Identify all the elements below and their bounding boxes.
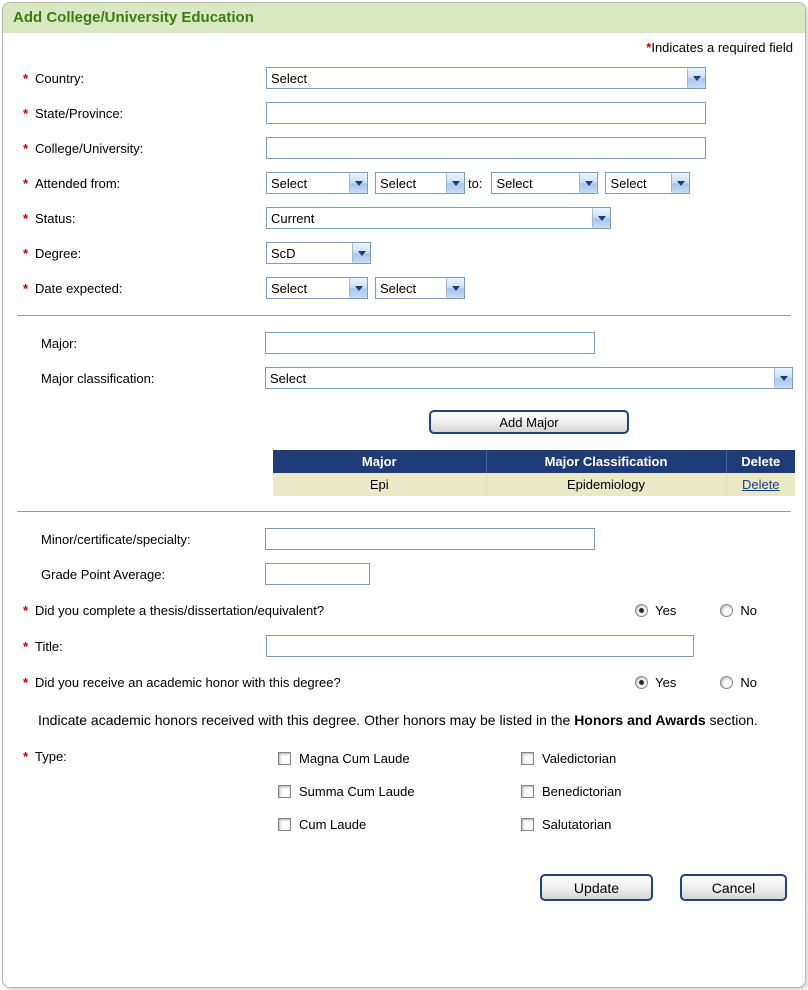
chevron-down-icon	[349, 278, 367, 298]
attended-from-month-select[interactable]	[266, 172, 368, 194]
type-label-wrap	[23, 749, 266, 764]
college-label-wrap	[23, 141, 266, 156]
form-row-title	[3, 634, 805, 658]
add-major-button[interactable]: Add Major	[429, 410, 629, 434]
checkbox-benedictorian[interactable]	[521, 782, 764, 801]
chevron-down-icon	[774, 368, 792, 388]
date-expected-month-value: Select	[271, 280, 308, 296]
date-expected-year-select[interactable]	[375, 277, 465, 299]
form-row-state	[3, 101, 805, 125]
type-label: Type:	[35, 749, 67, 764]
country-label-wrap	[23, 71, 266, 86]
status-label: Status:	[35, 210, 76, 226]
form-row-gpa	[3, 562, 805, 586]
honor-yes-label: Yes	[655, 674, 677, 690]
gpa-input[interactable]	[265, 563, 370, 585]
thesis-no-label: No	[740, 602, 757, 618]
title-input[interactable]	[266, 635, 694, 657]
add-major-row	[265, 410, 793, 434]
checkbox-label: Valedictorian	[542, 751, 617, 766]
type-checkbox-col2	[521, 749, 764, 848]
attended-from-month-value: Select	[271, 175, 308, 191]
required-field-note	[3, 33, 805, 55]
checkbox-label: Cum Laude	[299, 817, 367, 832]
form-row-country	[3, 66, 805, 90]
major-table-header-row	[273, 450, 795, 473]
gpa-label-wrap	[41, 567, 265, 582]
state-input[interactable]	[266, 102, 706, 124]
date-expected-year-value: Select	[380, 280, 417, 296]
checkbox-summa-cum-laude[interactable]	[278, 782, 521, 801]
form-row-date-expected	[3, 276, 805, 300]
required-asterisk: *	[23, 210, 29, 226]
chevron-down-icon	[579, 173, 597, 193]
thesis-no-radio[interactable]	[720, 604, 733, 617]
date-expected-label: Date expected:	[35, 280, 123, 296]
title-label: Title:	[35, 638, 63, 654]
thesis-yes-radio[interactable]	[635, 604, 648, 617]
section-divider	[17, 315, 791, 316]
checkbox-label: Summa Cum Laude	[299, 784, 415, 799]
delete-column-header: Delete	[726, 450, 795, 473]
honors-note-bold: Honors and Awards	[574, 712, 706, 728]
honors-note-text: Indicate academic honors received with this degree. Other honors may be listed in the	[38, 712, 575, 728]
minor-label: Minor/certificate/specialty:	[41, 531, 191, 547]
type-checkbox-columns	[266, 749, 764, 848]
major-column-header: Major	[273, 450, 486, 473]
gpa-label: Grade Point Average:	[41, 566, 166, 582]
chevron-down-icon	[687, 68, 705, 88]
required-asterisk: *	[23, 749, 29, 764]
honor-yes-option	[635, 675, 676, 690]
country-select[interactable]	[266, 67, 706, 89]
attended-from-year-select[interactable]	[375, 172, 465, 194]
checkbox-cum-laude[interactable]	[278, 815, 521, 834]
attended-to-year-value: Select	[610, 175, 647, 191]
add-education-form	[2, 2, 806, 988]
degree-select-value: ScD	[271, 245, 296, 261]
major-table	[273, 450, 795, 496]
required-asterisk: *	[23, 638, 29, 654]
checkbox-icon	[521, 752, 534, 765]
chevron-down-icon	[446, 173, 464, 193]
date-expected-label-wrap	[23, 281, 266, 296]
required-asterisk: *	[646, 40, 652, 55]
chevron-down-icon	[592, 208, 610, 228]
attended-to-month-select[interactable]	[491, 172, 598, 194]
degree-select[interactable]	[266, 242, 371, 264]
chevron-down-icon	[352, 243, 370, 263]
major-classification-select[interactable]	[265, 367, 793, 389]
minor-label-wrap	[41, 532, 265, 547]
honors-note	[38, 710, 785, 731]
form-row-college	[3, 136, 805, 160]
degree-label-wrap	[23, 246, 266, 261]
thesis-yes-label: Yes	[655, 602, 677, 618]
status-select-value: Current	[271, 210, 315, 226]
form-row-major	[3, 331, 805, 355]
honor-question-row	[3, 670, 805, 694]
form-row-attended	[3, 171, 805, 195]
college-label: College/University:	[35, 140, 144, 156]
required-asterisk: *	[23, 280, 29, 296]
cancel-button[interactable]: Cancel	[680, 874, 787, 901]
chevron-down-icon	[671, 173, 689, 193]
attended-label: Attended from:	[35, 175, 121, 191]
country-select-value: Select	[271, 70, 308, 86]
required-asterisk: *	[23, 70, 29, 86]
checkbox-icon	[278, 785, 291, 798]
degree-label: Degree:	[35, 245, 82, 261]
attended-to-label: to:	[468, 175, 483, 191]
honors-note-after: section.	[705, 712, 758, 728]
minor-input[interactable]	[265, 528, 595, 550]
status-select[interactable]	[266, 207, 611, 229]
thesis-question-row	[3, 598, 805, 622]
status-label-wrap	[23, 211, 266, 226]
delete-link[interactable]: Delete	[741, 477, 780, 492]
checkbox-salutatorian[interactable]	[521, 815, 764, 834]
form-row-status	[3, 206, 805, 230]
form-row-degree	[3, 241, 805, 265]
thesis-yes-option	[635, 603, 676, 618]
required-asterisk: *	[23, 175, 29, 191]
honor-no-radio[interactable]	[720, 676, 733, 689]
honor-radio-group	[635, 675, 757, 690]
checkbox-icon	[278, 752, 291, 765]
thesis-question-label: Did you complete a thesis/dissertation/equivalent?	[35, 602, 325, 618]
honor-yes-radio[interactable]	[635, 676, 648, 689]
chevron-down-icon	[349, 173, 367, 193]
required-asterisk: *	[23, 245, 29, 261]
checkbox-label: Salutatorian	[542, 817, 612, 832]
checkbox-icon	[521, 785, 534, 798]
state-label-wrap	[23, 106, 266, 121]
major-classification-label-wrap	[41, 371, 265, 386]
page-title: Add College/University Education	[3, 3, 805, 33]
required-note-text: Indicates a required field	[651, 40, 793, 55]
checkbox-label: Benedictorian	[542, 784, 622, 799]
update-button[interactable]: Update	[540, 874, 653, 901]
major-label-wrap	[41, 336, 265, 351]
form-actions	[3, 874, 787, 901]
required-asterisk: *	[23, 105, 29, 121]
date-expected-month-select[interactable]	[266, 277, 368, 299]
chevron-down-icon	[446, 278, 464, 298]
title-label-wrap	[23, 639, 266, 654]
required-asterisk: *	[23, 140, 29, 156]
attended-from-year-value: Select	[380, 175, 417, 191]
type-checkbox-col1	[278, 749, 521, 848]
honor-no-label: No	[740, 674, 757, 690]
major-classification-value: Select	[270, 370, 307, 386]
thesis-radio-group	[635, 603, 757, 618]
major-classification-column-header: Major Classification	[486, 450, 726, 473]
honor-no-option	[720, 675, 757, 690]
attended-label-wrap	[23, 176, 266, 191]
checkbox-icon	[278, 818, 291, 831]
thesis-no-option	[720, 603, 757, 618]
form-row-major-classification	[3, 366, 805, 390]
form-row-type	[3, 749, 805, 848]
college-input[interactable]	[266, 137, 706, 159]
major-input[interactable]	[265, 332, 595, 354]
classification-cell: Epidemiology	[486, 473, 726, 496]
required-asterisk: *	[23, 602, 29, 618]
attended-to-month-value: Select	[496, 175, 533, 191]
required-asterisk: *	[23, 674, 29, 690]
delete-cell	[726, 473, 795, 496]
form-row-minor	[3, 527, 805, 551]
attended-to-year-select[interactable]	[605, 172, 690, 194]
section-divider	[17, 511, 791, 512]
honor-question-label: Did you receive an academic honor with this degree?	[35, 674, 341, 690]
checkbox-magna-cum-laude[interactable]	[278, 749, 521, 768]
checkbox-valedictorian[interactable]	[521, 749, 764, 768]
checkbox-label: Magna Cum Laude	[299, 751, 410, 766]
checkbox-icon	[521, 818, 534, 831]
state-label: State/Province:	[35, 105, 124, 121]
major-classification-label: Major classification:	[41, 370, 155, 386]
major-cell: Epi	[273, 473, 486, 496]
country-label: Country:	[35, 70, 85, 86]
major-label: Major:	[41, 335, 78, 351]
table-row	[273, 473, 795, 496]
